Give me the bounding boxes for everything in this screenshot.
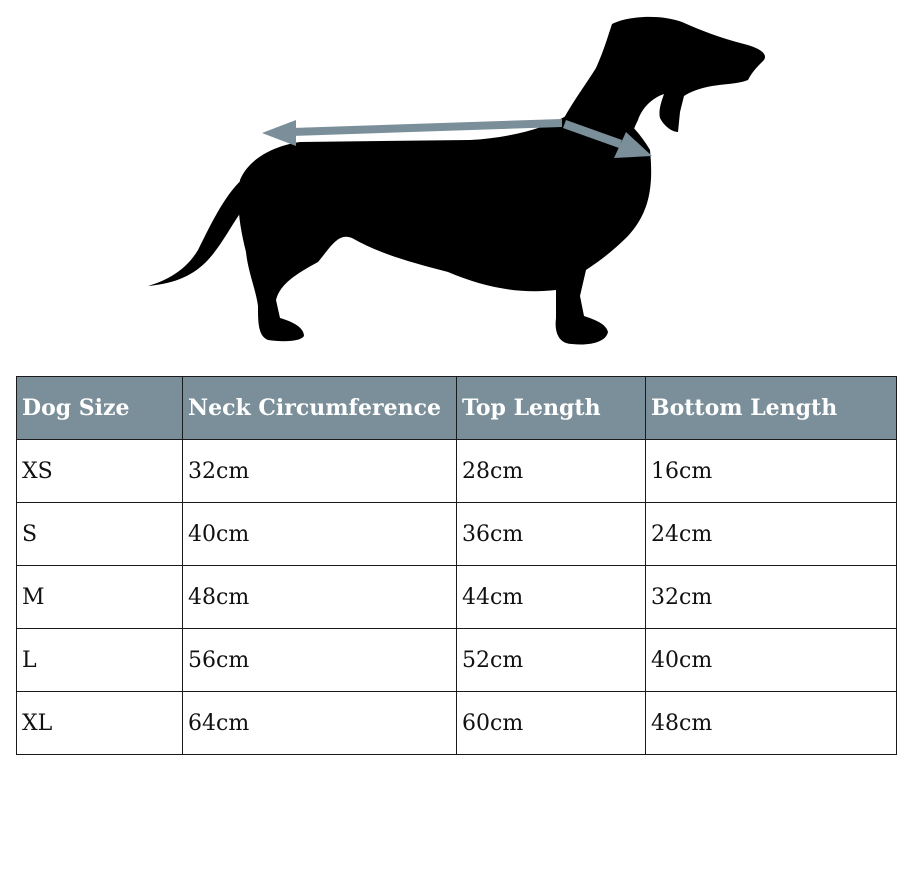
cell-neck-circumference: 40cm xyxy=(183,503,457,566)
cell-bottom-length: 24cm xyxy=(646,503,897,566)
cell-bottom-length: 40cm xyxy=(646,629,897,692)
header-dog-size: Dog Size xyxy=(17,377,183,440)
cell-top-length: 60cm xyxy=(457,692,646,755)
table-header-row xyxy=(17,377,897,440)
cell-top-length: 28cm xyxy=(457,440,646,503)
table-row xyxy=(17,692,897,755)
cell-neck-circumference: 32cm xyxy=(183,440,457,503)
table-row xyxy=(17,440,897,503)
cell-top-length: 44cm xyxy=(457,566,646,629)
dog-illustration xyxy=(0,0,908,360)
header-neck-circumference: Neck Circumference xyxy=(183,377,457,440)
cell-bottom-length: 32cm xyxy=(646,566,897,629)
cell-dog-size: XS xyxy=(17,440,183,503)
cell-bottom-length: 48cm xyxy=(646,692,897,755)
cell-bottom-length: 16cm xyxy=(646,440,897,503)
table-row xyxy=(17,629,897,692)
header-top-length: Top Length xyxy=(457,377,646,440)
cell-dog-size: M xyxy=(17,566,183,629)
cell-dog-size: XL xyxy=(17,692,183,755)
cell-top-length: 52cm xyxy=(457,629,646,692)
table-row xyxy=(17,503,897,566)
size-chart-table xyxy=(16,376,897,755)
cell-top-length: 36cm xyxy=(457,503,646,566)
cell-neck-circumference: 64cm xyxy=(183,692,457,755)
cell-dog-size: S xyxy=(17,503,183,566)
cell-dog-size: L xyxy=(17,629,183,692)
cell-neck-circumference: 56cm xyxy=(183,629,457,692)
dachshund-silhouette-icon xyxy=(148,17,765,345)
cell-neck-circumference: 48cm xyxy=(183,566,457,629)
header-bottom-length: Bottom Length xyxy=(646,377,897,440)
table-row xyxy=(17,566,897,629)
